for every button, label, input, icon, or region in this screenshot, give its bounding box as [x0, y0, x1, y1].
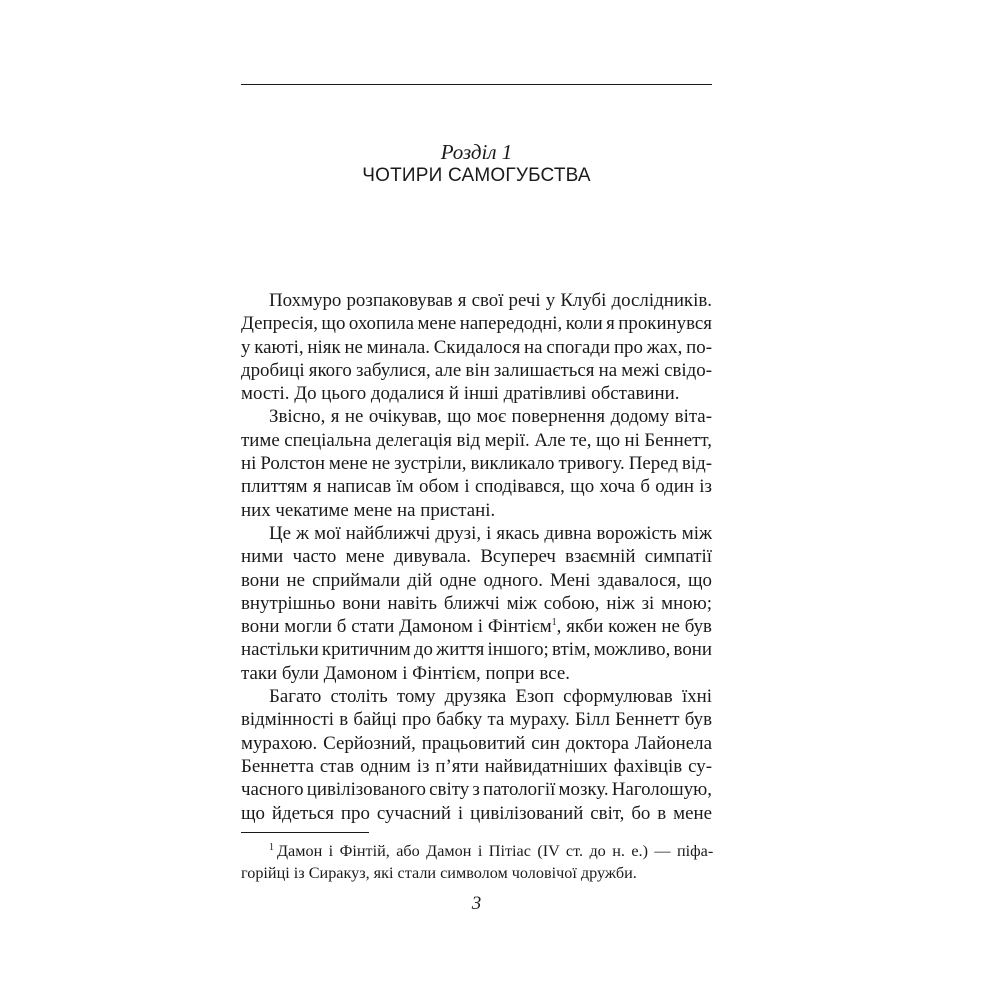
chapter-label: Розділ 1	[440, 140, 513, 164]
text-line: часного цивілізованого світу з патології мозку. Наголошую,	[241, 779, 712, 801]
header-rule	[241, 84, 712, 85]
text-line: що йдеться про сучасний і цивілізований світ, бо в мене	[241, 802, 712, 824]
text-fragment: , якби кожен не був	[556, 616, 712, 638]
text-line: тиме спеціальна делегація від мерії. Але те, що ні Беннетт,	[241, 429, 712, 451]
chapter-title: ЧОТИРИ САМОГУБСТВА	[362, 165, 591, 186]
paragraph-1	[241, 289, 712, 405]
text-line: Похмуро розпаковував я свої речі у Клубі дослідників.	[269, 290, 712, 311]
text-line: Багато століть тому друзяка Езоп сформулював їхні	[269, 686, 712, 708]
footnote	[241, 841, 712, 884]
text-line: мості. До цього додалися й інші дратівливі обставини.	[241, 383, 680, 405]
book-page	[241, 0, 712, 1000]
text-line: мурахою. Серйозний, працьовитий син доктора Лайонела	[241, 732, 712, 754]
footnote-reference[interactable]: 1	[551, 617, 557, 629]
text-fragment: вони могли б стати Дамоном і Фінтієм	[241, 616, 552, 638]
text-line: плиттям я написав їм обом і сподівався, що хоча б один із	[241, 476, 712, 498]
text-line: Депресія, що охопила мене напередодні, коли я прокинувся	[241, 313, 712, 335]
text-line: відмінності в байці про бабку та мураху. Білл Беннетт був	[241, 709, 712, 731]
footnote-text: Дамон і Фінтій, або Дамон і Пітіас (IV ст. до н. е.) — піфа-	[277, 842, 714, 860]
text-line: таки були Дамоном і Фінтієм, попри все.	[241, 662, 570, 684]
footnote-marker: 1	[269, 842, 274, 853]
text-line: них чекатиме мене на пристані.	[241, 499, 496, 521]
text-line: у каюті, ніяк не минала. Скидалося на спогади про жах, по-	[241, 336, 712, 358]
text-line: Беннетта став одним із п’яти найвидатніших фахівців су-	[241, 755, 712, 777]
text-line: ні Ролстон мене не зустріли, викликало тривогу. Перед від-	[241, 453, 712, 475]
text-line: внутрішньо вони навіть ближчі між собою, ніж зі мною;	[241, 592, 712, 614]
text-line: дробиці якого забулися, але він залишається на межі свідо-	[241, 359, 712, 381]
text-line: вони не сприймали дій одне одного. Мені здавалося, що	[241, 569, 712, 591]
paragraph-3	[241, 522, 712, 685]
text-line-with-footnote	[241, 615, 712, 638]
text-line: Це ж мої найближчі друзі, і якась дивна ворожість між	[269, 522, 712, 544]
footnote-line: горійці із Сиракуз, які стали символом чоловічої дружби.	[241, 863, 637, 882]
footnote-rule	[241, 832, 369, 833]
text-line: Звісно, я не очікував, що моє повернення додому віта-	[269, 406, 712, 428]
text-line: настільки критичним до життя іншого; втім, можливо, вони	[241, 639, 712, 661]
paragraph-4	[241, 685, 712, 825]
footnote-line	[241, 841, 712, 863]
text-line: ними часто мене дивувала. Всупереч взаємній симпатії	[241, 546, 712, 568]
body-text	[241, 289, 712, 825]
paragraph-2	[241, 405, 712, 521]
page-number: 3	[471, 893, 482, 914]
